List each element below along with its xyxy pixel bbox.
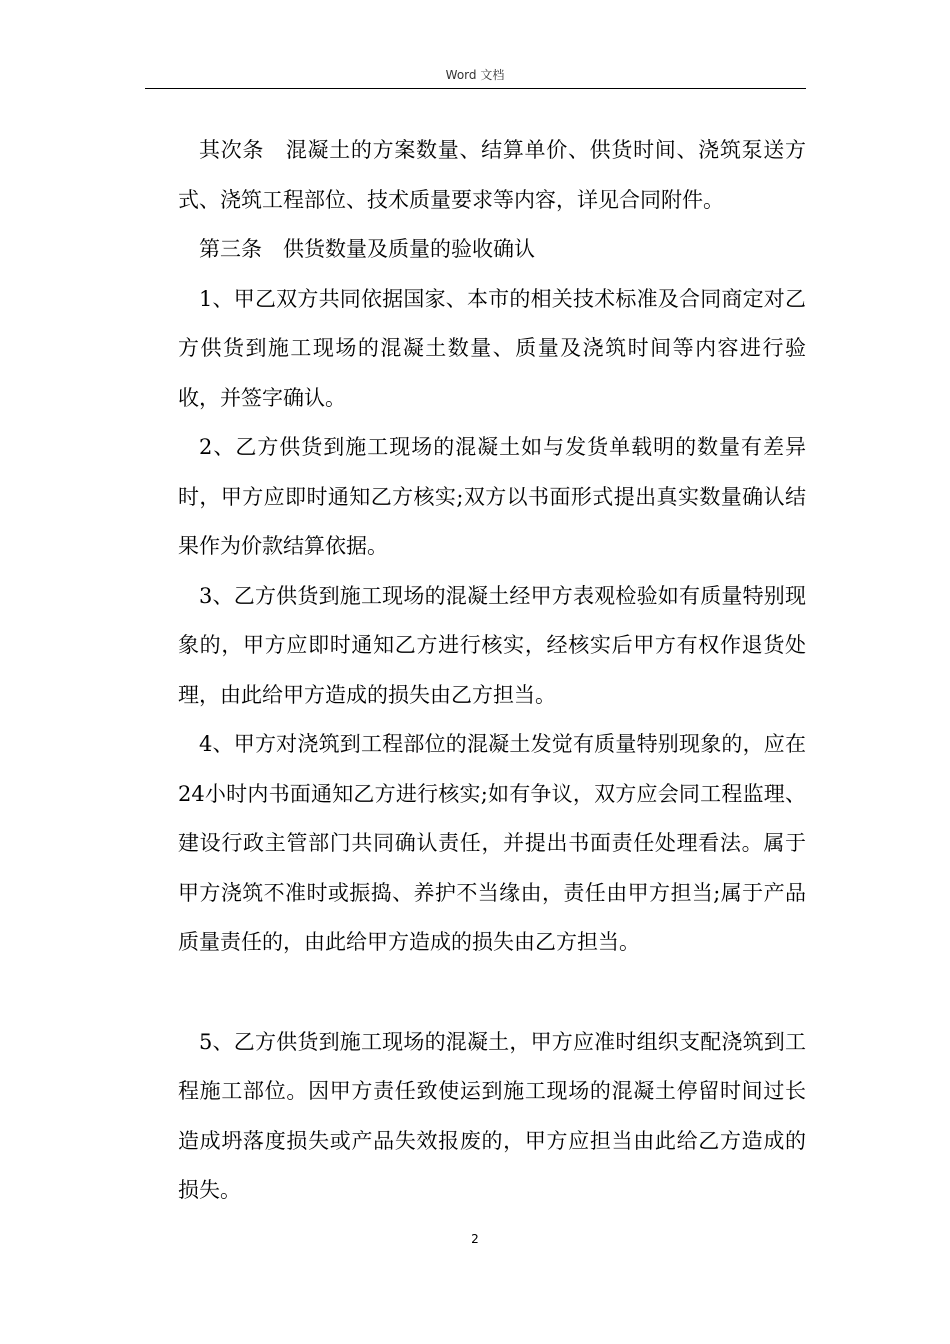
paragraph-clause-3: 3、乙方供货到施工现场的混凝土经甲方表观检验如有质量特别现象的，甲方应即时通知乙方进行核实，经核实后甲方有权作退货处理，由此给甲方造成的损失由乙方担当。 xyxy=(178,583,806,707)
paragraph-clause-2: 2、乙方供货到施工现场的混凝土如与发货单载明的数量有差异时，甲方应即时通知乙方核实;双方以书面形式提出真实数量确认结果作为价款结算依据。 xyxy=(178,435,806,558)
paragraph-clause-4: 4、甲方对浇筑到工程部位的混凝土发觉有质量特别现象的，应在24小时内书面通知乙方进行核实;如有争议，双方应会同工程监理、建设行政主管部门共同确认责任，并提出书面责任处理看法。属于甲方浇筑不准时或振捣、养护不当缘由，责任由甲方担当;属于产品质量责任的，由此给甲方造成的损失由乙方担当。 xyxy=(178,732,806,954)
paragraph-clause-5: 5、乙方供货到施工现场的混凝土，甲方应准时组织支配浇筑到工程施工部位。因甲方责任致使运到施工现场的混凝土停留时间过长造成坍落度损失或产品失效报废的，甲方应担当由此给乙方造成的损失。 xyxy=(178,1029,806,1202)
document-body xyxy=(178,126,806,1216)
paragraph-article-3-heading: 第三条 供货数量及质量的验收确认 xyxy=(199,237,535,261)
page-header-title: Word 文档 xyxy=(445,68,505,82)
paragraph-article-2: 其次条 混凝土的方案数量、结算单价、供货时间、浇筑泵送方式、浇筑工程部位、技术质量要求等内容，详见合同附件。 xyxy=(178,138,806,212)
paragraph-clause-1: 1、甲乙双方共同依据国家、本市的相关技术标准及合同商定对乙方供货到施工现场的混凝土数量、质量及浇筑时间等内容进行验收，并签字确认。 xyxy=(178,286,806,410)
page-number: 2 xyxy=(471,1232,479,1246)
header-divider xyxy=(145,88,806,89)
